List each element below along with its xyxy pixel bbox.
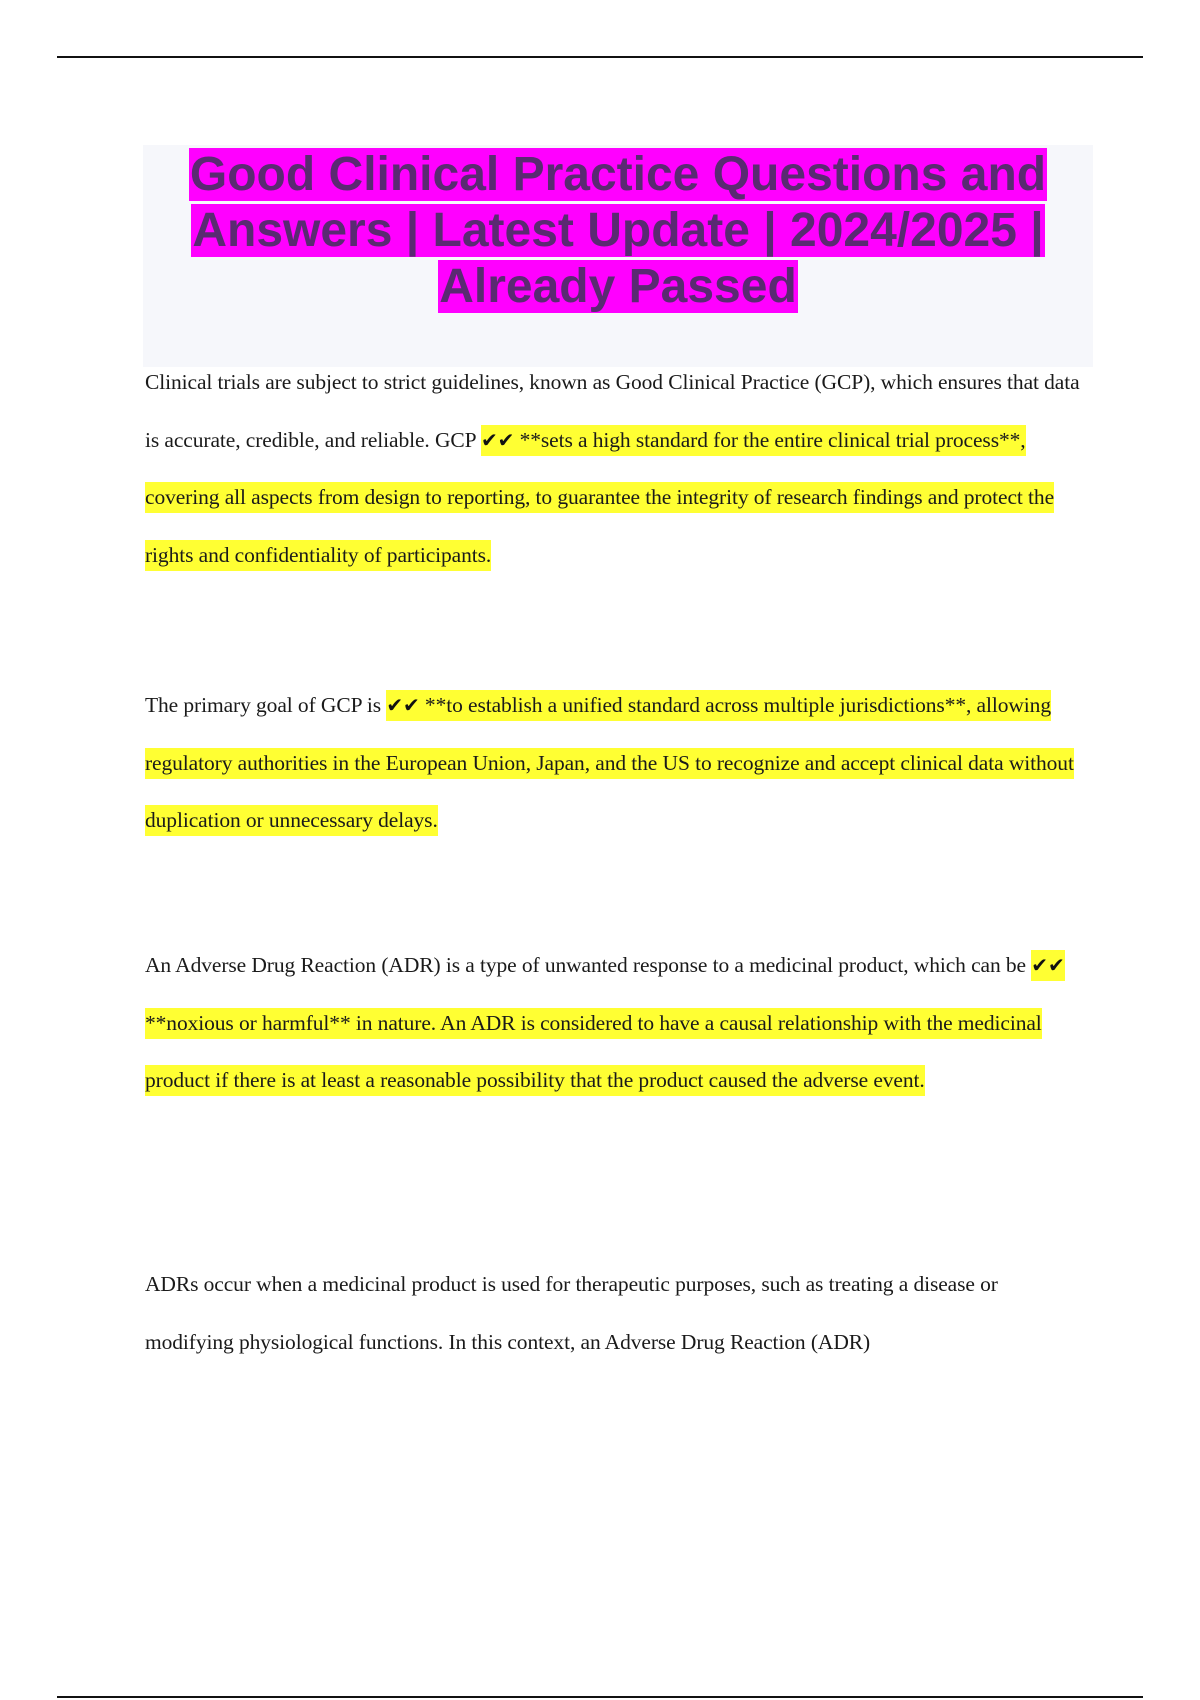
- bottom-rule: [57, 1696, 1143, 1698]
- double-check-icon: ✔✔: [1031, 953, 1065, 977]
- title-block: [143, 145, 1093, 367]
- double-check-icon: ✔✔: [386, 693, 420, 717]
- title-highlight: Good Clinical Practice Questions and Answers | Latest Update | 2024/2025 | Already Passed: [189, 148, 1047, 313]
- top-rule: [57, 56, 1143, 58]
- document-title: [143, 145, 1093, 315]
- paragraph-gcp-goal: [145, 677, 1090, 850]
- double-check-icon: ✔✔: [480, 427, 515, 452]
- paragraph-text: The primary goal of GCP is: [145, 693, 387, 717]
- answer-text: **noxious or harmful** in nature. An ADR is considered to have a causal relationship with the medicinal product if there is at least a reasonable possibility that the product caused the adverse event.: [145, 1010, 1042, 1092]
- paragraph-text: An Adverse Drug Reaction (ADR) is a type of unwanted response to a medicinal product, which can be: [145, 953, 1032, 977]
- paragraph-text: Clinical trials are subject to strict guidelines, known as Good Clinical Practice (GCP), which ensures that data is accurate, credible, and reliable. GCP: [145, 370, 1080, 452]
- paragraph-text: ADRs occur when a medicinal product is used for therapeutic purposes, such as treating a disease or modifying physiological functions. In this context, an Adverse Drug Reaction (ADR): [145, 1272, 998, 1354]
- answer-text: **to establish a unified standard across multiple jurisdictions**, allowing regulatory authorities in the European Union, Japan, and the US to recognize and accept clinical data without duplication or unnecessary delays.: [145, 693, 1074, 832]
- paragraph-gcp-definition: [145, 354, 1090, 584]
- paragraph-adr-context: [145, 1256, 1090, 1371]
- answer-text: **sets a high standard for the entire clinical trial process**, covering all aspects from design to reporting, to guarantee the integrity of research findings and protect the rights and confidentiality of participants.: [145, 427, 1055, 567]
- paragraph-adr-definition: [145, 937, 1090, 1110]
